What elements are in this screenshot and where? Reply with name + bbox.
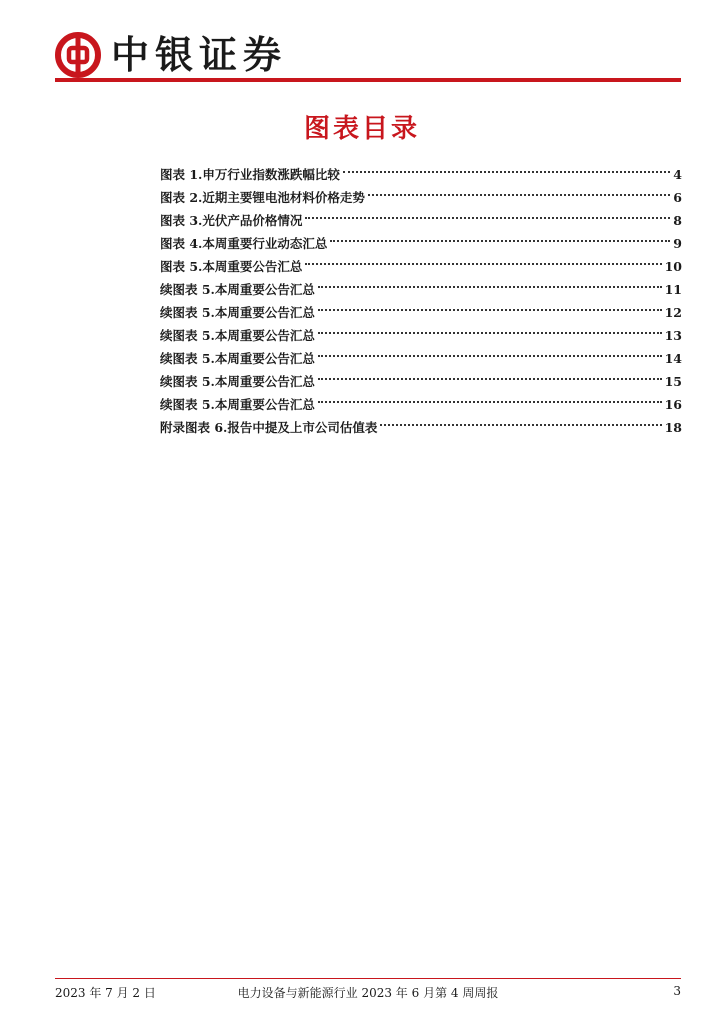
toc-dot-leader [318,263,662,288]
toc-item-page: 13 [664,328,682,343]
toc-item-page: 12 [664,305,682,320]
footer-divider [55,978,681,979]
toc-dot-leader [305,194,670,219]
toc-dot-leader [343,148,670,173]
toc-item-page: 11 [664,282,682,297]
toc-item-label: 图表 2.近期主要锂电池材料价格走势 [160,190,365,205]
header-divider [55,78,681,82]
toc-item-label: 续图表 5.本周重要公告汇总 [160,351,315,366]
toc-dot-leader [368,171,670,196]
toc-item-page: 18 [664,420,682,435]
toc-item-label: 图表 5.本周重要公告汇总 [160,259,303,274]
brand-name: 中银证券 [111,32,288,77]
footer-report-title: 电力设备与新能源行业 2023 年 6 月第 4 周周报 [237,986,499,1000]
toc-item-page: 9 [673,236,682,251]
toc-item-label: 附录图表 6.报告中提及上市公司估值表 [160,420,378,435]
toc-item-label: 续图表 5.本周重要公告汇总 [160,282,315,297]
toc-item-label: 图表 3.光伏产品价格情况 [160,213,303,228]
toc-item-label: 续图表 5.本周重要公告汇总 [160,374,315,389]
toc-dot-leader [318,378,662,403]
toc-item-page: 16 [664,397,682,412]
footer-page-number: 3 [673,984,681,998]
toc-item-label: 续图表 5.本周重要公告汇总 [160,305,315,320]
toc-item-page: 14 [664,351,682,366]
toc-dot-leader [318,332,662,357]
toc-item-label: 续图表 5.本周重要公告汇总 [160,328,315,343]
toc-dot-leader [318,286,662,311]
footer-date: 2023 年 7 月 2 日 [55,986,156,1000]
toc-dot-leader [318,309,662,334]
toc-dot-leader [318,355,662,380]
toc-list [160,154,682,435]
toc-item-page: 8 [673,213,682,228]
toc-dot-leader [380,401,661,426]
toc-dot-leader [305,240,661,265]
toc-item-page: 4 [673,167,682,182]
toc-item-page: 15 [664,374,682,389]
toc-item-label: 续图表 5.本周重要公告汇总 [160,397,315,412]
toc-dot-leader [330,217,670,242]
toc-item-label: 图表 1.申万行业指数涨跌幅比较 [160,167,340,182]
bank-of-china-logo-icon [55,32,101,78]
toc-item-page: 10 [664,259,682,274]
toc-title: 图表目录 [303,114,420,144]
page-header [55,28,681,84]
toc-item-page: 6 [673,190,682,205]
toc-item-label: 图表 4.本周重要行业动态汇总 [160,236,328,251]
page-footer [55,984,681,1002]
